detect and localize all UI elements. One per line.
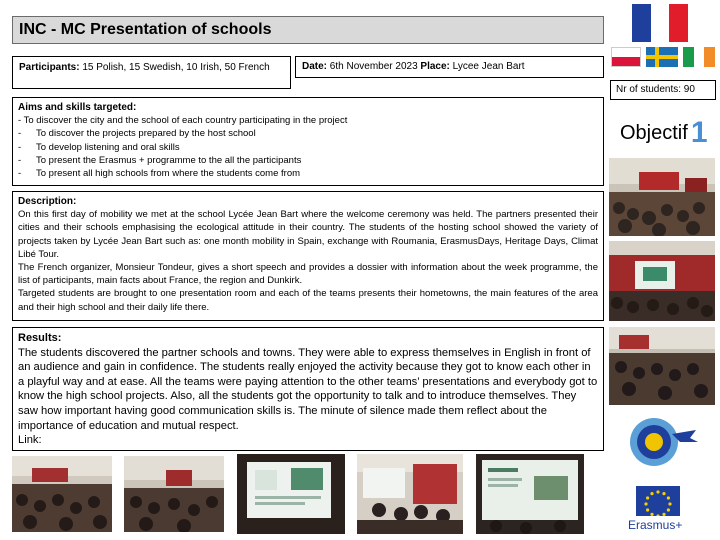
- page-title-box: [12, 16, 604, 44]
- place-label: Place:: [420, 61, 450, 72]
- photo-bottom-1: [12, 456, 112, 532]
- objectif-logo: [620, 116, 708, 150]
- link-label: Link:: [18, 434, 42, 447]
- aims-section: [12, 97, 604, 186]
- description-heading: Description:: [18, 196, 77, 207]
- ireland-flag-icon: [683, 47, 715, 67]
- erasmus-plus-logo: [628, 486, 708, 538]
- aims-item: - To discover the city and the school of each country participating in the project: [18, 115, 348, 127]
- photo-presentation-screen: [609, 241, 715, 321]
- aims-item: - To present the Erasmus + programme to the all the participants: [18, 154, 598, 167]
- photo-bottom-4: [357, 454, 463, 534]
- description-paragraph: On this first day of mobility we met at the school Lycée Jean Bart where the welcome ceremony was held. The partners presented their cities and their schools emphasising the ecological attitude in their country. The students of the hosting school showed the variety of projects taken by Lycée Jean Bart such as: one month mobility in Spain, exchange with Roumania, ErasmusDays, Heritage Days, Climat Libé Tour.: [18, 209, 598, 260]
- aims-item: - To present all high schools from where the students come from: [18, 167, 598, 180]
- photo-auditorium-1: [609, 158, 715, 236]
- student-count-box: [610, 80, 716, 100]
- date-value: 6th November 2023: [329, 61, 418, 72]
- description-paragraph: Targeted students are brought to one presentation room and each of the teams presents their hometowns, the main features of the area and their high school and their daily life there.: [18, 288, 598, 313]
- aims-heading: Aims and skills targeted:: [18, 102, 137, 113]
- photo-bottom-2: [124, 456, 224, 532]
- sweden-flag-icon: [646, 47, 678, 67]
- photo-bottom-5: [476, 454, 584, 534]
- aims-item: - To develop listening and oral skills: [18, 141, 598, 154]
- france-flag-icon: [632, 4, 688, 42]
- participants-box: [12, 56, 291, 89]
- aims-item: - To discover the projects prepared by the host school: [18, 127, 598, 140]
- participants-label: Participants:: [19, 62, 80, 73]
- photo-audience: [609, 327, 715, 405]
- photo-bottom-3: [237, 454, 345, 534]
- project-logo-icon: [624, 410, 700, 472]
- poland-flag-icon: [611, 47, 641, 67]
- aims-list: [18, 114, 598, 180]
- date-label: Date:: [302, 61, 328, 72]
- participants-value: 15 Polish, 15 Swedish, 10 Irish, 50 French: [82, 62, 270, 73]
- erasmus-plus-label: Erasmus+: [628, 518, 683, 532]
- results-heading: Results:: [18, 332, 62, 344]
- date-box: [295, 56, 604, 78]
- results-text: The students discovered the partner schools and towns. They were able to express themselves in English in front of an audience and gain in confidence. The students really enjoyed the activity because they got to know each other in a playful way and at ease. All the teams were paying attention to the other teams’ presentations and everybody got to know the high school projects. Also, all the students got the opportunity to talk and to introduce themselves. They saw how important having good communication skills is. The minute of silence made them reflect about the importance of education and mutual respect.: [18, 346, 598, 432]
- objectif-number: 1: [690, 116, 708, 149]
- page-title: INC - MC Presentation of schools: [19, 21, 272, 38]
- student-count: Nr of students: 90: [616, 84, 695, 95]
- objectif-text: Objectif: [620, 122, 688, 144]
- description-section: [12, 191, 604, 321]
- results-section: [12, 327, 604, 451]
- place-value: Lycee Jean Bart: [452, 61, 525, 72]
- description-paragraph: The French organizer, Monsieur Tondeur, gives a short speech and provides a dossier with information about the week programme, the list of participants, main facts about France, the region and Dunkirk.: [18, 262, 598, 287]
